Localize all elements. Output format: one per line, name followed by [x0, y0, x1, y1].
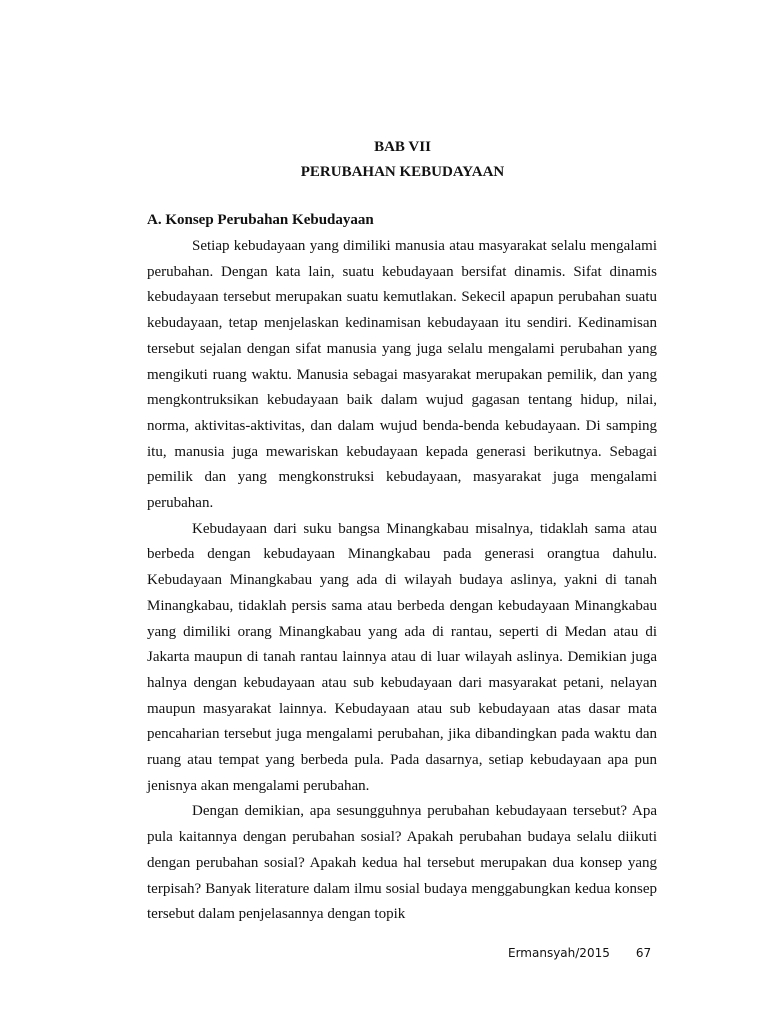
chapter-number: BAB VII	[374, 139, 431, 155]
paragraph: Setiap kebudayaan yang dimiliki manusia atau masyarakat selalu mengalami perubahan. Dengan kata lain, suatu kebudayaan bersifat dinamis. Sifat dinamis kebudayaan tersebut merupakan suatu kemutlakan. Sekecil apapun perubahan suatu kebudayaan, tetap menjelaskan kedinamisan kebudayaan itu sendiri. Kedinamisan tersebut sejalan dengan sifat manusia yang juga selalu mengalami perubahan yang mengikuti ruang waktu. Manusia sebagai masyarakat merupakan pemilik, dan yang mengkontruksikan kebudayaan baik dalam wujud gagasan tentang hidup, nilai, norma, aktivitas-aktivitas, dan dalam wujud benda-benda kebudayaan. Di samping itu, manusia juga mewariskan kebudayaan kepada generasi berikutnya. Sebagai pemilik dan yang mengkonstruksi kebudayaan, masyarakat juga mengalami perubahan.	[147, 238, 657, 512]
page-footer	[508, 946, 651, 960]
body-text	[147, 234, 657, 928]
paragraph: Dengan demikian, apa sesungguhnya perubahan kebudayaan tersebut? Apa pula kaitannya dengan perubahan sosial? Apakah perubahan budaya selalu diikuti dengan perubahan sosial? Apakah kedua hal tersebut merupakan dua konsep yang terpisah? Banyak literature dalam ilmu sosial budaya menggabungkan kedua konsep tersebut dalam penjelasannya dengan topik	[147, 803, 657, 923]
page-number: 67	[635, 946, 652, 960]
footer-author-year: Ermansyah/2015	[508, 946, 610, 960]
section-heading: A. Konsep Perubahan Kebudayaan	[147, 212, 374, 228]
paragraph: Kebudayaan dari suku bangsa Minangkabau misalnya, tidaklah sama atau berbeda dengan kebudayaan Minangkabau pada generasi orangtua dahulu. Kebudayaan Minangkabau yang ada di wilayah budaya aslinya, yakni di tanah Minangkabau, tidaklah persis sama atau berbeda dengan kebudayaan Minangkabau yang dimiliki orang Minangkabau yang ada di rantau, seperti di Medan atau di Jakarta maupun di tanah rantau lainnya atau di luar wilayah aslinya. Demikian juga halnya dengan kebudayaan atau sub kebudayaan dari masyarakat petani, nelayan maupun masyarakat lainnya. Kebudayaan atau sub kebudayaan atas dasar mata pencaharian tersebut juga mengalami perubahan, jika dibandingkan pada waktu dan ruang atau tempat yang berbeda pula. Pada dasarnya, setiap kebudayaan apa pun jenisnya akan mengalami perubahan.	[147, 520, 657, 794]
chapter-title: PERUBAHAN KEBUDAYAAN	[300, 164, 505, 180]
